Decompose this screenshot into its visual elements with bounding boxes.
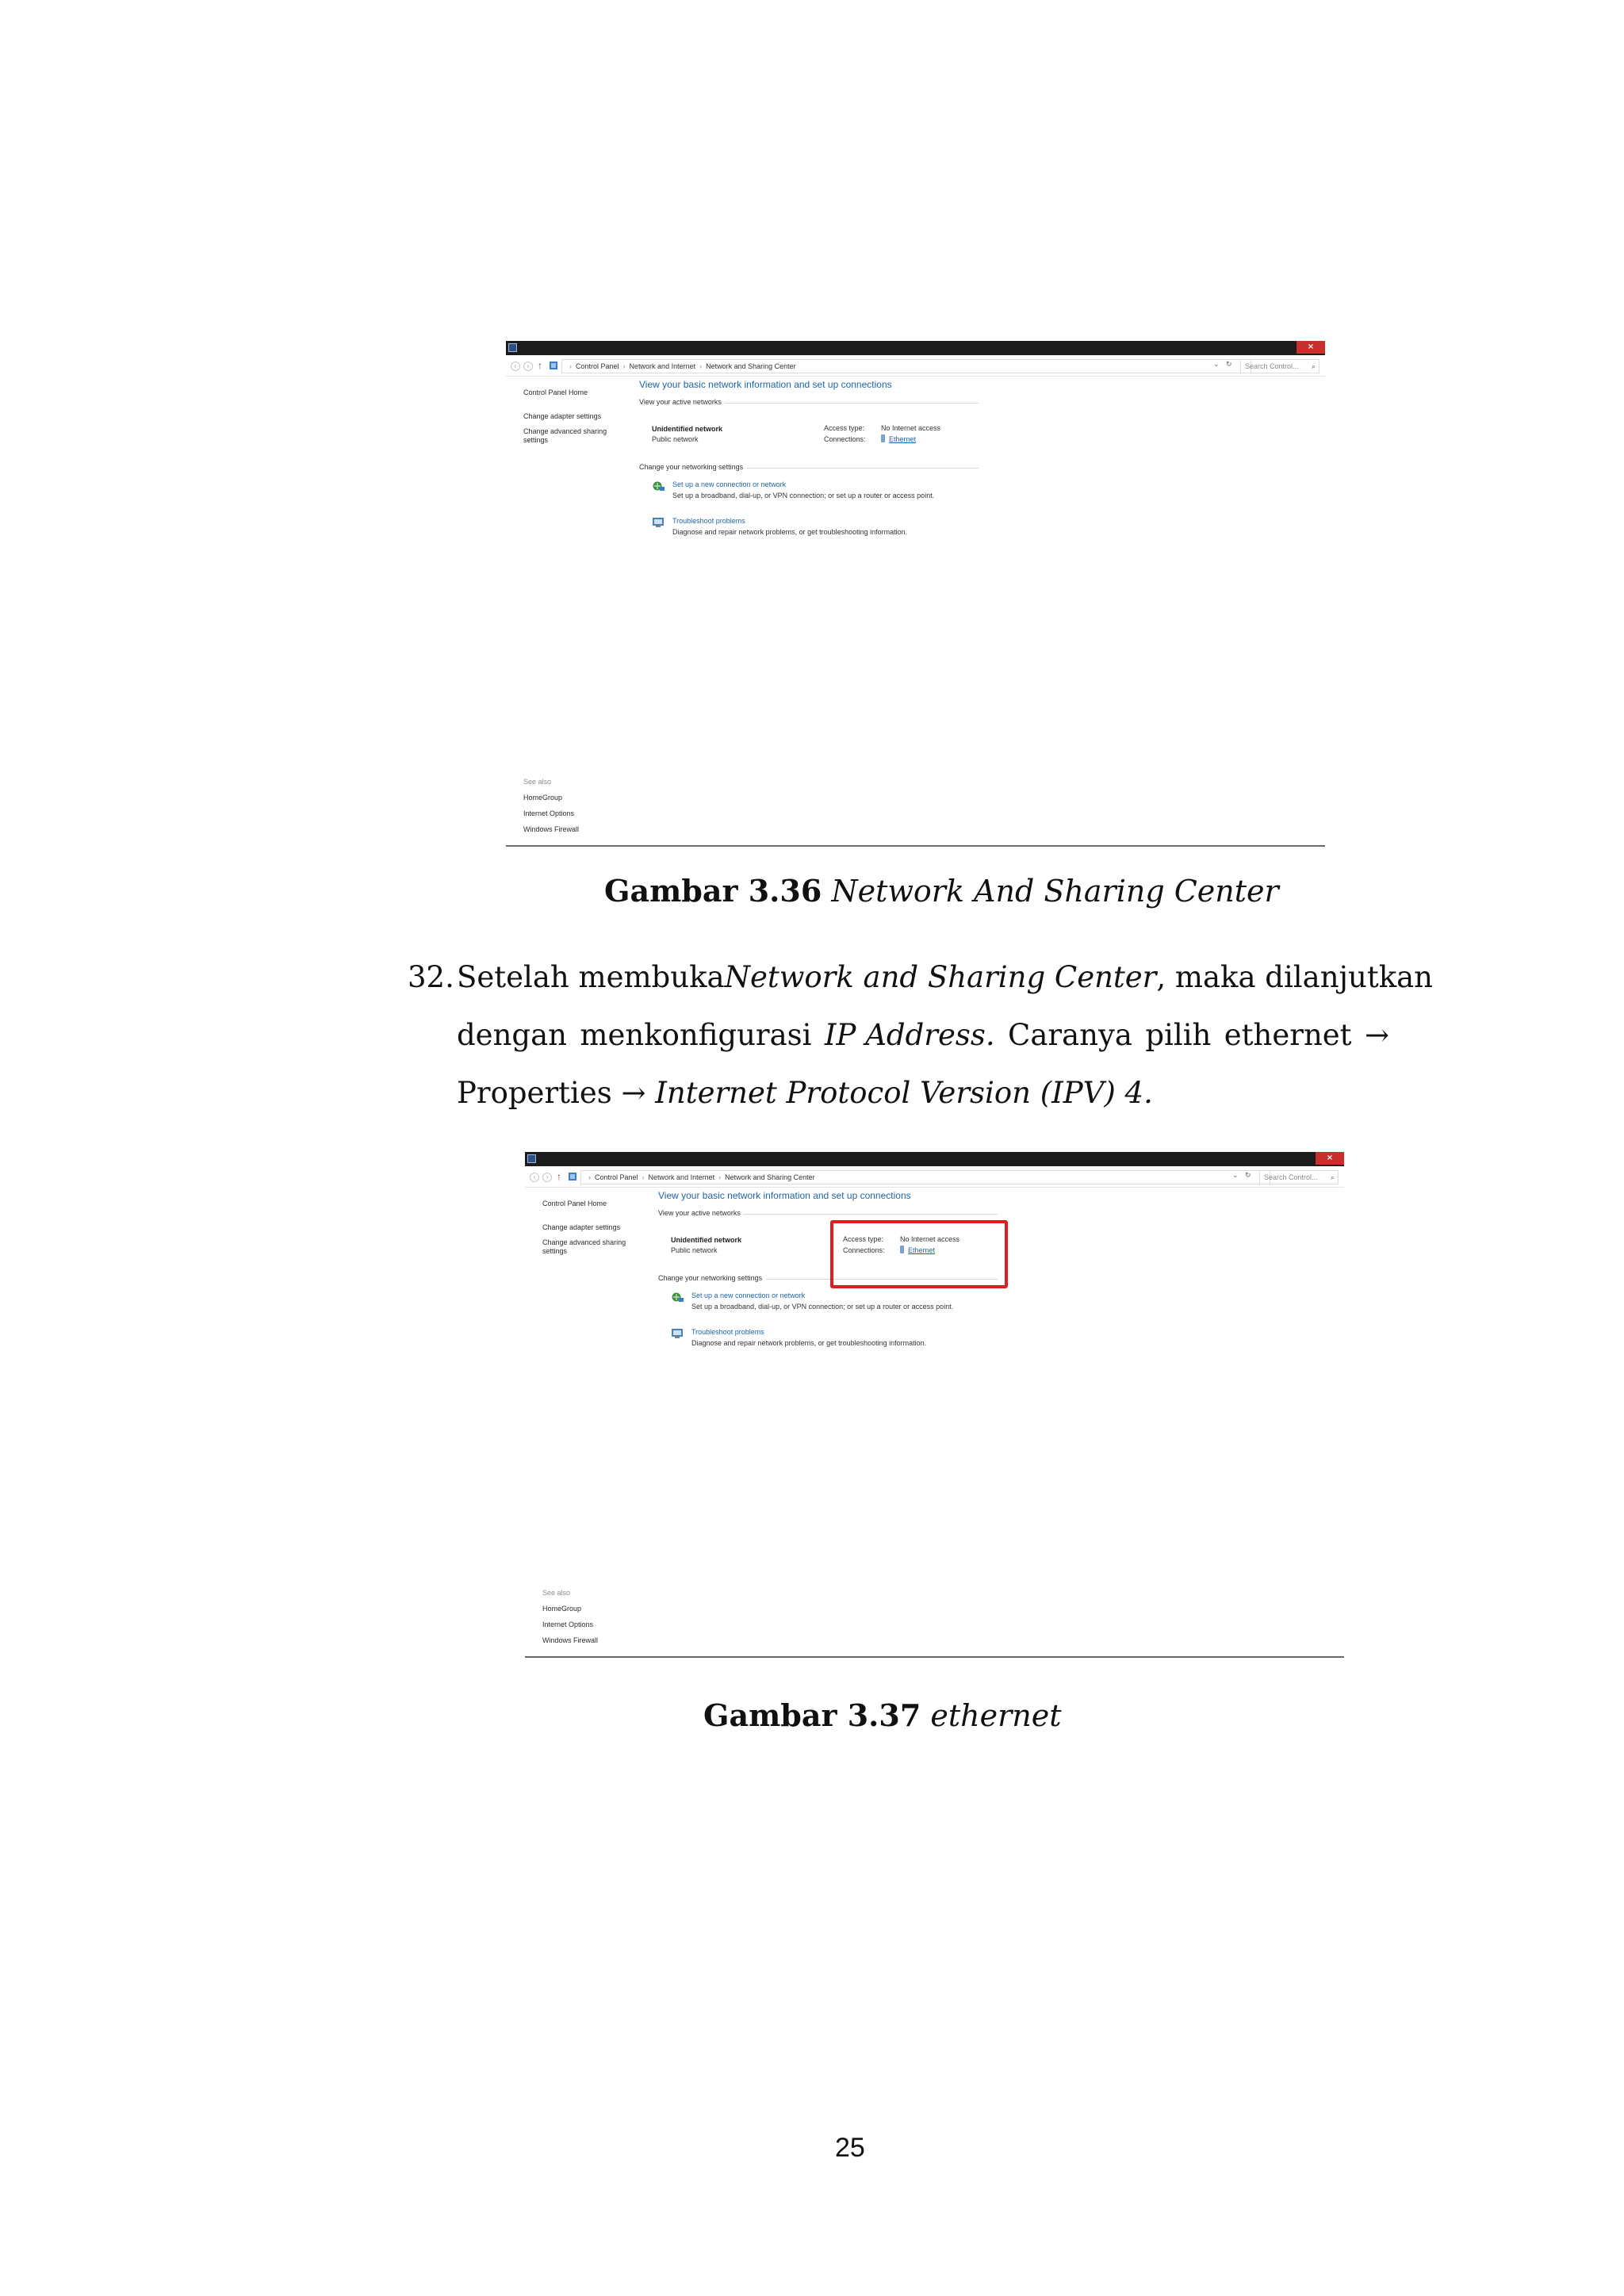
- search-icon[interactable]: ⌕: [1311, 362, 1316, 370]
- paragraph-line-3: [457, 1064, 1153, 1122]
- text-run-italic: Network and Sharing Center: [724, 960, 1157, 994]
- search-placeholder: Search Control...: [1245, 362, 1299, 370]
- caption-number: Gambar 3.36: [604, 873, 822, 909]
- page-heading: View your basic network information and set up connections: [639, 379, 892, 390]
- dropdown-icon[interactable]: ⌄: [1213, 360, 1220, 368]
- new-connection-desc: Set up a broadband, dial-up, or VPN connection; or set up a router or access point.: [672, 492, 935, 499]
- refresh-icon[interactable]: ↻: [1245, 1171, 1251, 1179]
- close-button[interactable]: ×: [1316, 1152, 1344, 1165]
- network-type[interactable]: Public network: [671, 1246, 718, 1254]
- access-type-value: No Internet access: [881, 424, 941, 432]
- caption-text: ethernet: [930, 1698, 1062, 1733]
- address-bar[interactable]: › Control Panel › Network and Internet › Network and Sharing Center: [561, 359, 1251, 373]
- sidebar-item-adapter[interactable]: Change adapter settings: [523, 412, 602, 420]
- troubleshoot-link[interactable]: Troubleshoot problems: [672, 517, 745, 525]
- breadcrumb-sharing-center[interactable]: Network and Sharing Center: [725, 1173, 815, 1181]
- window-titlebar: [525, 1152, 1344, 1166]
- network-name: Unidentified network: [652, 425, 723, 433]
- new-connection-desc: Set up a broadband, dial-up, or VPN connection; or set up a router or access point.: [691, 1303, 954, 1311]
- up-icon[interactable]: ↑: [557, 1171, 561, 1182]
- sidebar-item-home[interactable]: Control Panel Home: [542, 1200, 607, 1207]
- troubleshoot-icon: [652, 517, 665, 528]
- window-titlebar: [506, 341, 1325, 355]
- up-icon[interactable]: ↑: [538, 360, 542, 371]
- page-heading: View your basic network information and set up connections: [658, 1190, 911, 1201]
- close-button[interactable]: ×: [1297, 341, 1325, 354]
- new-connection-icon: [652, 480, 665, 492]
- search-icon[interactable]: ⌕: [1330, 1173, 1335, 1181]
- window-icon: [527, 1154, 536, 1163]
- address-row: [525, 1168, 1344, 1188]
- dropdown-icon[interactable]: ⌄: [1232, 1171, 1239, 1179]
- see-also-internet-options[interactable]: Internet Options: [523, 809, 575, 817]
- breadcrumb-network-internet[interactable]: Network and Internet: [648, 1173, 715, 1181]
- window-icon: [508, 343, 517, 352]
- sidebar-item-advanced-sharing[interactable]: Change advanced sharing settings: [542, 1238, 626, 1255]
- divider: [744, 1214, 998, 1215]
- connections-label: Connections:: [824, 435, 866, 443]
- see-also-homegroup[interactable]: HomeGroup: [542, 1605, 582, 1613]
- access-type-label: Access type:: [843, 1235, 884, 1243]
- new-connection-link[interactable]: Set up a new connection or network: [672, 480, 787, 488]
- ethernet-icon: [881, 434, 885, 442]
- network-name: Unidentified network: [671, 1236, 742, 1244]
- see-also-label: See also: [523, 778, 552, 786]
- sidebar-item-home[interactable]: Control Panel Home: [523, 388, 588, 396]
- forward-icon[interactable]: ›: [542, 1173, 552, 1182]
- figure-caption-1: [604, 873, 1279, 909]
- new-connection-icon: [671, 1292, 684, 1303]
- ethernet-link[interactable]: Ethernet: [908, 1246, 936, 1254]
- forward-icon[interactable]: ›: [523, 362, 533, 371]
- paragraph-line-2: [457, 1006, 1389, 1064]
- back-icon[interactable]: ‹: [530, 1173, 539, 1182]
- connections-label: Connections:: [843, 1246, 885, 1254]
- breadcrumb-control-panel[interactable]: Control Panel: [576, 362, 619, 370]
- text-run: ethernet: [1224, 1018, 1352, 1052]
- new-connection-link[interactable]: Set up a new connection or network: [691, 1292, 806, 1299]
- caption-number: Gambar 3.37: [703, 1697, 921, 1733]
- search-placeholder: Search Control...: [1264, 1173, 1318, 1181]
- figure-bottom-border: [506, 845, 1325, 847]
- text-run-italic: Internet Protocol Version (IPV) 4.: [655, 1076, 1153, 1110]
- network-type[interactable]: Public network: [652, 435, 699, 443]
- see-also-homegroup[interactable]: HomeGroup: [523, 794, 563, 802]
- control-panel-icon: [568, 1172, 577, 1181]
- see-also-windows-firewall[interactable]: Windows Firewall: [523, 825, 580, 833]
- divider: [725, 403, 979, 404]
- caption-text: Network And Sharing Center: [831, 874, 1279, 909]
- breadcrumb-sharing-center[interactable]: Network and Sharing Center: [706, 362, 796, 370]
- text-run: menkonfigurasi: [580, 1018, 812, 1052]
- see-also-label: See also: [542, 1589, 571, 1597]
- highlight-box: [830, 1220, 1008, 1288]
- troubleshoot-desc: Diagnose and repair network problems, or get troubleshooting information.: [672, 528, 908, 536]
- arrow-icon: →: [1364, 1018, 1389, 1052]
- troubleshoot-icon: [671, 1328, 684, 1339]
- text-run-italic: IP Address.: [824, 1018, 995, 1052]
- text-run: Properties →: [457, 1076, 646, 1110]
- figure-network-sharing-center-2: [525, 1152, 1344, 1658]
- access-type-value: No Internet access: [900, 1235, 960, 1243]
- breadcrumb-network-internet[interactable]: Network and Internet: [629, 362, 696, 370]
- see-also-internet-options[interactable]: Internet Options: [542, 1621, 594, 1628]
- text-run: Setelah membuka: [457, 960, 725, 994]
- list-number: 32.: [408, 960, 454, 994]
- figure-caption-2: [703, 1697, 1062, 1733]
- refresh-icon[interactable]: ↻: [1226, 360, 1232, 368]
- address-bar[interactable]: › Control Panel › Network and Internet › Network and Sharing Center: [580, 1170, 1270, 1184]
- sidebar-item-advanced-sharing[interactable]: Change advanced sharing settings: [523, 427, 607, 444]
- breadcrumb-control-panel[interactable]: Control Panel: [595, 1173, 638, 1181]
- back-icon[interactable]: ‹: [511, 362, 520, 371]
- troubleshoot-desc: Diagnose and repair network problems, or get troubleshooting information.: [691, 1339, 927, 1347]
- figure-network-sharing-center-1: [506, 341, 1325, 847]
- figure-bottom-border: [525, 1656, 1344, 1658]
- access-type-label: Access type:: [824, 424, 865, 432]
- divider: [747, 468, 979, 469]
- address-row: [506, 357, 1325, 377]
- troubleshoot-link[interactable]: Troubleshoot problems: [691, 1328, 764, 1336]
- change-settings-label: Change your networking settings: [658, 1274, 763, 1282]
- active-networks-label: View your active networks: [658, 1209, 741, 1217]
- control-panel-icon: [549, 361, 558, 370]
- see-also-windows-firewall[interactable]: Windows Firewall: [542, 1636, 599, 1644]
- search-input[interactable]: [1259, 1170, 1339, 1184]
- ethernet-link[interactable]: Ethernet: [889, 435, 917, 443]
- text-run: Caranya: [1008, 1018, 1132, 1052]
- see-also: [542, 1585, 598, 1648]
- text-run: pilih: [1145, 1018, 1212, 1052]
- page-number: 25: [835, 2133, 865, 2163]
- search-input[interactable]: [1240, 359, 1320, 373]
- see-also: [523, 774, 579, 837]
- change-settings-label: Change your networking settings: [639, 463, 744, 471]
- text-run: , maka dilanjutkan: [1156, 960, 1434, 994]
- sidebar-item-adapter[interactable]: Change adapter settings: [542, 1223, 621, 1231]
- active-networks-label: View your active networks: [639, 398, 722, 406]
- paragraph-line-1: [457, 948, 1434, 1006]
- text-run: dengan: [457, 1018, 567, 1052]
